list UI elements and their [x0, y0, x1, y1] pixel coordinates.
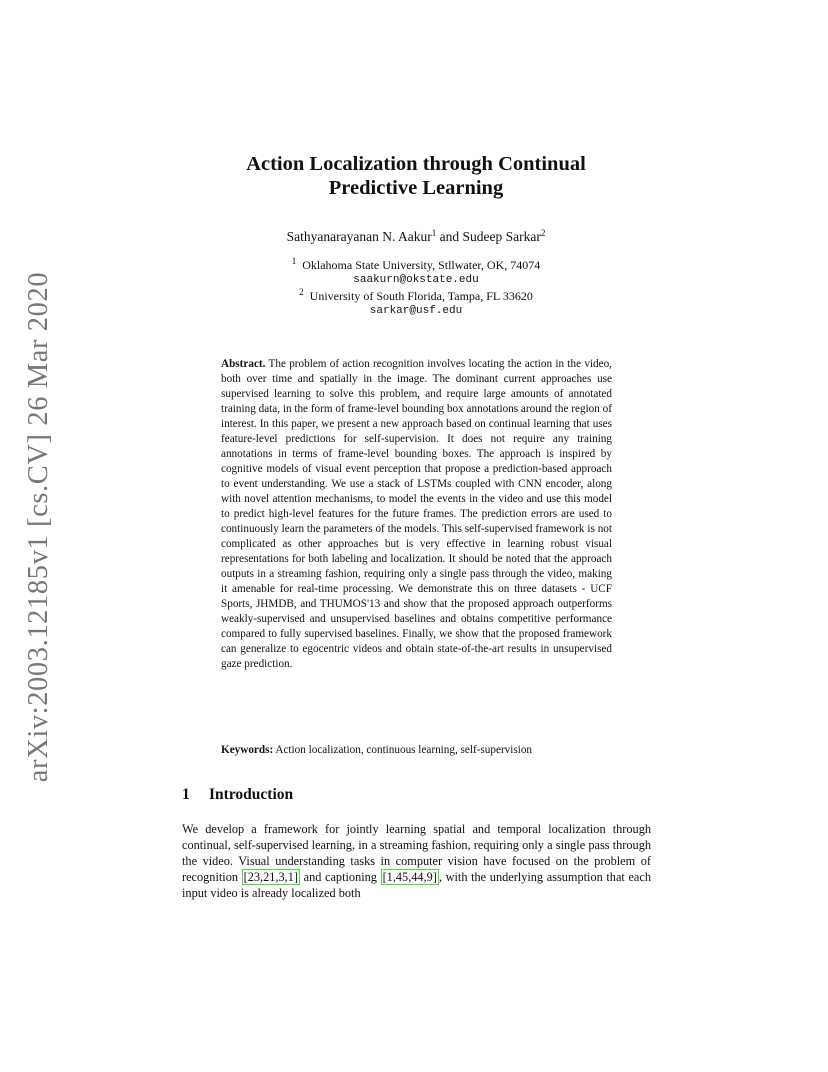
affiliation-text: Oklahoma State University, Stllwater, OK, 74074 [302, 258, 541, 272]
author-name: Sathyanarayanan N. Aakur [286, 229, 432, 244]
affiliation-line [160, 258, 672, 273]
section-number: 1 [182, 786, 190, 803]
author-email[interactable]: saakurn@okstate.edu [353, 274, 479, 287]
intro-text: and captioning [299, 870, 381, 884]
intro-paragraph [182, 821, 651, 901]
paper-title-line-1: Action Localization through Continual [246, 153, 586, 175]
author-conjunction: and [436, 229, 463, 244]
section-heading [182, 786, 652, 804]
keywords-text: Action localization, continuous learning, self-supervision [275, 744, 533, 756]
author-list [160, 229, 672, 245]
section-title: Introduction [209, 786, 294, 803]
affiliations [160, 258, 672, 320]
abstract-label: Abstract. [221, 358, 266, 370]
abstract [221, 357, 612, 672]
keywords-label: Keywords: [221, 744, 274, 756]
arxiv-identifier-text: arXiv:2003.12185v1 [cs.CV] 26 Mar 2020 [23, 271, 54, 783]
abstract-text: The problem of action recognition involves locating the action in the video, both over time and spatially in the image. The dominant current approaches use supervised learning to solve this problem, and require large amounts of annotated training data, in the form of frame-level bounding box annotations around the region of interest. In this paper, we present a new approach based on continual learning that uses feature-level predictions for self-supervision. It does not require any training annotations in terms of frame-level bounding boxes. The approach is inspired by cognitive models of visual event perception that propose a prediction-based approach to event understanding. We use a stack of LSTMs coupled with CNN encoder, along with novel attention mechanisms, to model the events in the video and use this model to predict high-level features for the future frames. The prediction errors are used to continuously learn the parameters of the models. This self-supervised framework is not complicated as other approaches but is very effective in learning robust visual representations for both labeling and localization. It should be noted that the approach outputs in a streaming fashion, requiring only a single pass through the video, making it amenable for real-time processing. We demonstrate this on three datasets - UCF Sports, JHMDB, and THUMOS'13 and show that the proposed approach outperforms weakly-supervised and unsupervised baselines and obtains competitive performance compared to fully supervised baselines. Finally, we show that the proposed framework can generalize to egocentric videos and obtain state-of-the-art results in unsupervised gaze prediction. [221, 358, 612, 670]
citation-link[interactable]: [23,21,3,1] [243, 870, 298, 884]
intro-text: , with the underlying assumption that each input video is already localized both [182, 870, 651, 900]
citation-link[interactable]: [1,45,44,9] [382, 870, 437, 884]
affiliation-mark: 1 [291, 256, 297, 266]
affiliation-mark: 2 [299, 286, 304, 297]
affiliation-line [160, 286, 672, 304]
affiliation-text: University of South Florida, Tampa, FL 33620 [309, 288, 533, 303]
paper-title [160, 152, 672, 200]
author-email[interactable]: sarkar@usf.edu [369, 305, 463, 318]
keywords [221, 743, 612, 758]
intro-text: We develop a framework for jointly learning spatial and temporal localization through continual, self-supervised learning, in a streaming fashion, requiring only a single pass through the video. Visual understanding tasks in computer vision have focused on the problem of recognition [182, 822, 651, 884]
arxiv-identifier-stamp [14, 271, 64, 783]
paper-title-line-2: Predictive Learning [328, 177, 504, 199]
author-name: Sudeep Sarkar [462, 229, 541, 244]
affiliation-mark: 1 [431, 228, 437, 238]
affiliation-mark: 2 [540, 228, 546, 238]
